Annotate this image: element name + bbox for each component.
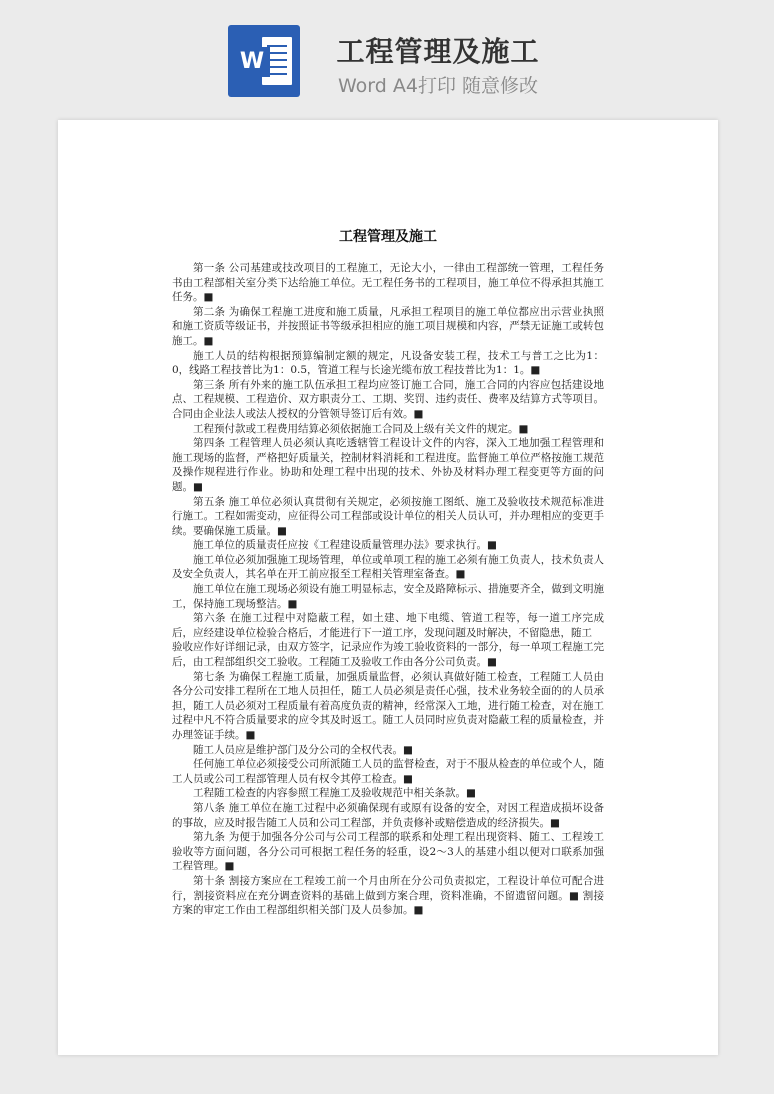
banner: [0, 0, 774, 112]
banner-title: 工程管理及施工: [336, 35, 540, 68]
paragraph: 验收应作好详细记录，由双方签字，记录应作为竣工验收资料的一部分，每一单项工程施工完后，由工程部组织交工验收。工程随工及验收工作由各分公司负责。■: [172, 641, 604, 669]
paragraph: 施工人员的结构根据预算编制定额的规定，凡设备安装工程，技术工与普工之比为1：0，线路工程技普比为1：0.5，管道工程与长途光缆布放工程技普比为1：1。■: [172, 349, 604, 377]
paragraph: 第二条 为确保工程施工进度和施工质量，凡承担工程项目的施工单位都应出示营业执照和施工资质等级证书，并按照证书等级承担相应的施工项目规模和内容，严禁无证施工或转包施工。■: [172, 305, 604, 347]
paragraph: 第六条 在施工过程中对隐蔽工程，如土建、地下电缆、管道工程等，每一道工序完成后，应经建设单位检验合格后，才能进行下一道工序，发现问题及时解决，不留隐患，随工: [172, 612, 604, 639]
paragraph: 施工单位必须加强施工现场管理，单位或单项工程的施工必须有施工负责人，技术负责人及安全负责人，其名单在开工前应报至工程相关管理室备查。■: [172, 553, 604, 581]
paragraph: 工程预付款或工程费用结算必须依据施工合同及上级有关文件的规定。■: [193, 422, 529, 435]
word-logo-letter: W: [234, 47, 270, 77]
paragraph: 第三条 所有外来的施工队伍承担工程均应签订施工合同，施工合同的内容应包括建设地点、工程规模、工程造价、双方职责分工、工期、奖罚、违约责任、费率及结算方式等项目。合同由企业法人或法人授权的分管领导签订后有效。■: [172, 378, 604, 420]
paragraph: 第七条 为确保工程施工质量，加强质量监督，必须认真做好随工检查，工程随工人员由各分公司安排工程所在工地人员担任，随工人员必须是责任心强，技术业务较全面的的人员承担，随工人员必须对工程质量有着高度负责的精神，经常深入工地，进行随工检查，对在施工过程中凡不符合质量要求的应令其及时返工。随工人员同时应负责对隐蔽工程的质量检查，并办理签证手续。■: [172, 670, 604, 741]
paragraph: 随工人员应是维护部门及分公司的全权代表。■: [193, 743, 413, 756]
paragraph: 第十条 割接方案应在工程竣工前一个月由所在分公司负责拟定，工程设计单位可配合进行，割接资料应在充分调查资料的基础上做到方案合理，资料准确，不留遗留问题。■ 割接方案的审定工作由工程部组织相关部门及人员参加。■: [172, 874, 604, 917]
paragraph: 施工单位的质量责任应按《工程建设质量管理办法》要求执行。■: [193, 539, 497, 552]
paragraph: 第四条 工程管理人员必须认真吃透辖管工程设计文件的内容，深入工地加强工程管理和施工现场的监督，严格把好质量关，控制材料消耗和工程进度。监督施工单位严格按施工规范及操作规程进行作业。协助和处理工程中出现的技术、外协及材料办理工程变更等方面的问题。■: [172, 437, 604, 493]
paragraph: 任何施工单位必须接受公司所派随工人员的监督检查，对于不服从检查的单位或个人，随工人员或公司工程部管理人员有权令其停工检查。■: [172, 758, 604, 785]
paragraph: 第九条 为便于加强各分公司与公司工程部的联系和处理工程出现资料、随工、工程竣工验收等方面问题，各分公司可根据工程任务的轻重，设2～3人的基建小组以便对口联系加强工程管理。■: [172, 831, 604, 873]
paragraph: 第五条 施工单位必须认真贯彻有关规定，必须按施工图纸、施工及验收技术规范标准进行施工。工程如需变动，应征得公司工程部或设计单位的相关人员认可，并办理相应的变更手续。要确保施工质量。■: [172, 495, 604, 537]
paragraph: 工程随工检查的内容参照工程施工及验收规范中相关条款。■: [193, 787, 476, 800]
word-logo-icon: [228, 25, 300, 97]
document-body: [172, 261, 604, 918]
paragraph: 施工单位在施工现场必须设有施工明显标志，安全及路障标示、措施要齐全，做到文明施工，保持施工现场整洁。■: [172, 583, 604, 610]
banner-subtitle: Word A4打印 随意修改: [337, 75, 538, 97]
paragraph: 第八条 施工单位在施工过程中必须确保现有或原有设备的安全，对因工程造成损坏设备的事故，应及时报告随工人员和公司工程部，并负责修补或赔偿造成的经济损失。■: [172, 801, 604, 829]
document-title: 工程管理及施工: [339, 229, 437, 245]
paragraph: 第一条 公司基建或技改项目的工程施工，无论大小，一律由工程部统一管理，工程任务书由工程部相关室分类下达给施工单位。无工程任务书的工程项目，施工单位不得承担其施工任务。■: [172, 262, 604, 304]
document-page: [58, 120, 718, 1055]
